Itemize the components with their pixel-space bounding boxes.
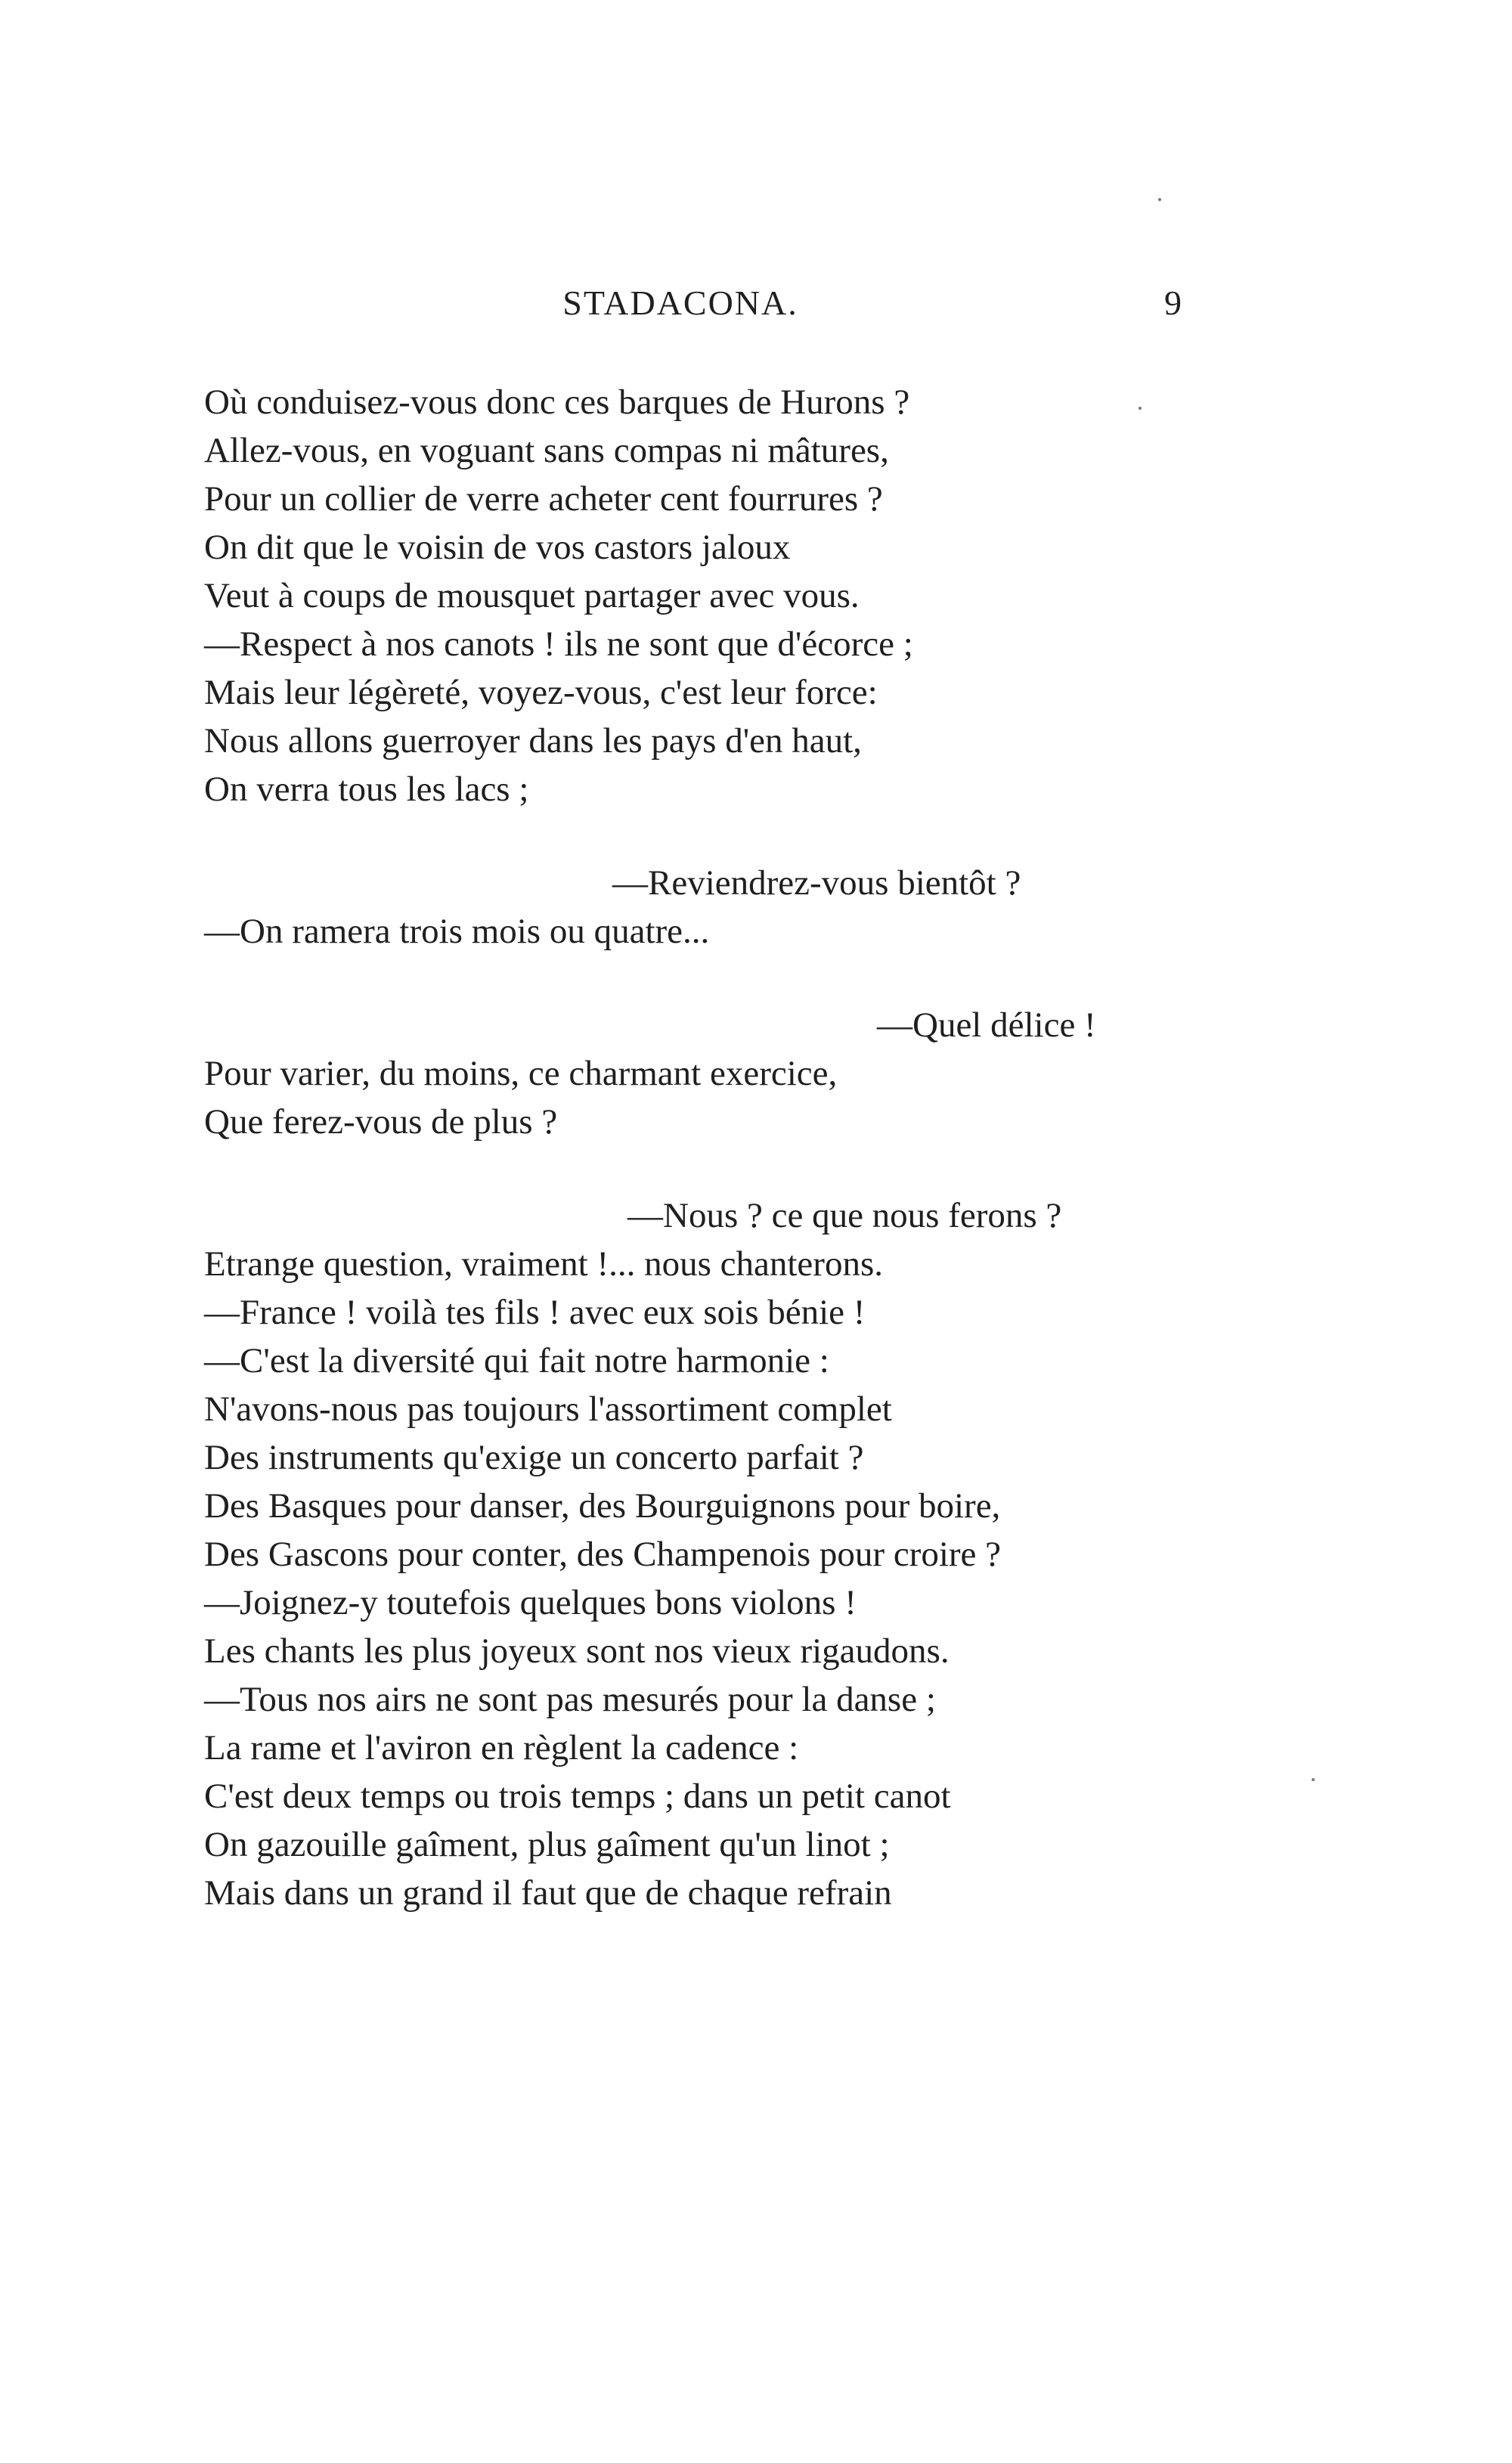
poem-line: Les chants les plus joyeux sont nos vieux rigaudons. <box>204 1631 950 1671</box>
poem-line: Des Basques pour danser, des Bourguignons pour boire, <box>204 1486 1001 1526</box>
poem-line: C'est deux temps ou trois temps ; dans un petit canot <box>204 1777 951 1816</box>
poem-line-indented: —Quel délice ! <box>877 1005 1096 1045</box>
poem-line: Des Gascons pour conter, des Champenois pour croire ? <box>204 1535 1002 1574</box>
stanza-gap <box>204 813 1247 859</box>
poem-line: Où conduisez-vous donc ces barques de Hurons ? <box>204 383 910 422</box>
running-title: STADACONA. <box>562 283 798 322</box>
poem-line: —C'est la diversité qui fait notre harmonie : <box>204 1341 829 1380</box>
poem-line: On gazouille gaîment, plus gaîment qu'un linot ; <box>204 1825 890 1864</box>
poem-line: Mais leur légèreté, voyez-vous, c'est leur force: <box>204 673 878 712</box>
poem-line: La rame et l'aviron en règlent la cadence : <box>204 1728 799 1767</box>
page-number: 9 <box>1164 283 1182 322</box>
poem-line: Que ferez-vous de plus ? <box>204 1102 558 1142</box>
poem-line: Allez-vous, en voguant sans compas ni mâtures, <box>204 431 889 470</box>
ink-speck <box>1312 1778 1315 1781</box>
poem-line: N'avons-nous pas toujours l'assortiment complet <box>204 1390 892 1429</box>
poem-line-indented: —Reviendrez-vous bientôt ? <box>612 863 1021 903</box>
poem-line: Nous allons guerroyer dans les pays d'en haut, <box>204 721 862 761</box>
poem-line: Des instruments qu'exige un concerto parfait ? <box>204 1438 864 1477</box>
poem-text <box>204 378 1247 1917</box>
poem-line: —Joignez-y toutefois quelques bons violons ! <box>204 1583 857 1622</box>
poem-line: —France ! voilà tes fils ! avec eux sois bénie ! <box>204 1293 866 1332</box>
poem-line: On verra tous les lacs ; <box>204 770 529 809</box>
poem-line: —On ramera trois mois ou quatre... <box>204 912 710 951</box>
poem-line-indented: —Nous ? ce que nous ferons ? <box>627 1196 1062 1235</box>
stanza-gap <box>204 956 1247 1001</box>
poem-line: —Tous nos airs ne sont pas mesurés pour la danse ; <box>204 1680 936 1719</box>
stanza-gap <box>204 1146 1247 1191</box>
ink-speck <box>1158 198 1161 201</box>
poem-line: On dit que le voisin de vos castors jaloux <box>204 528 791 567</box>
poem-line: Mais dans un grand il faut que de chaque refrain <box>204 1873 892 1913</box>
poem-line: Pour un collier de verre acheter cent fourrures ? <box>204 479 883 519</box>
poem-line: —Respect à nos canots ! ils ne sont que d'écorce ; <box>204 624 913 664</box>
poem-line: Etrange question, vraiment !... nous chanterons. <box>204 1244 883 1284</box>
poem-line: Veut à coups de mousquet partager avec vous. <box>204 576 860 615</box>
poem-line: Pour varier, du moins, ce charmant exercice, <box>204 1054 838 1093</box>
